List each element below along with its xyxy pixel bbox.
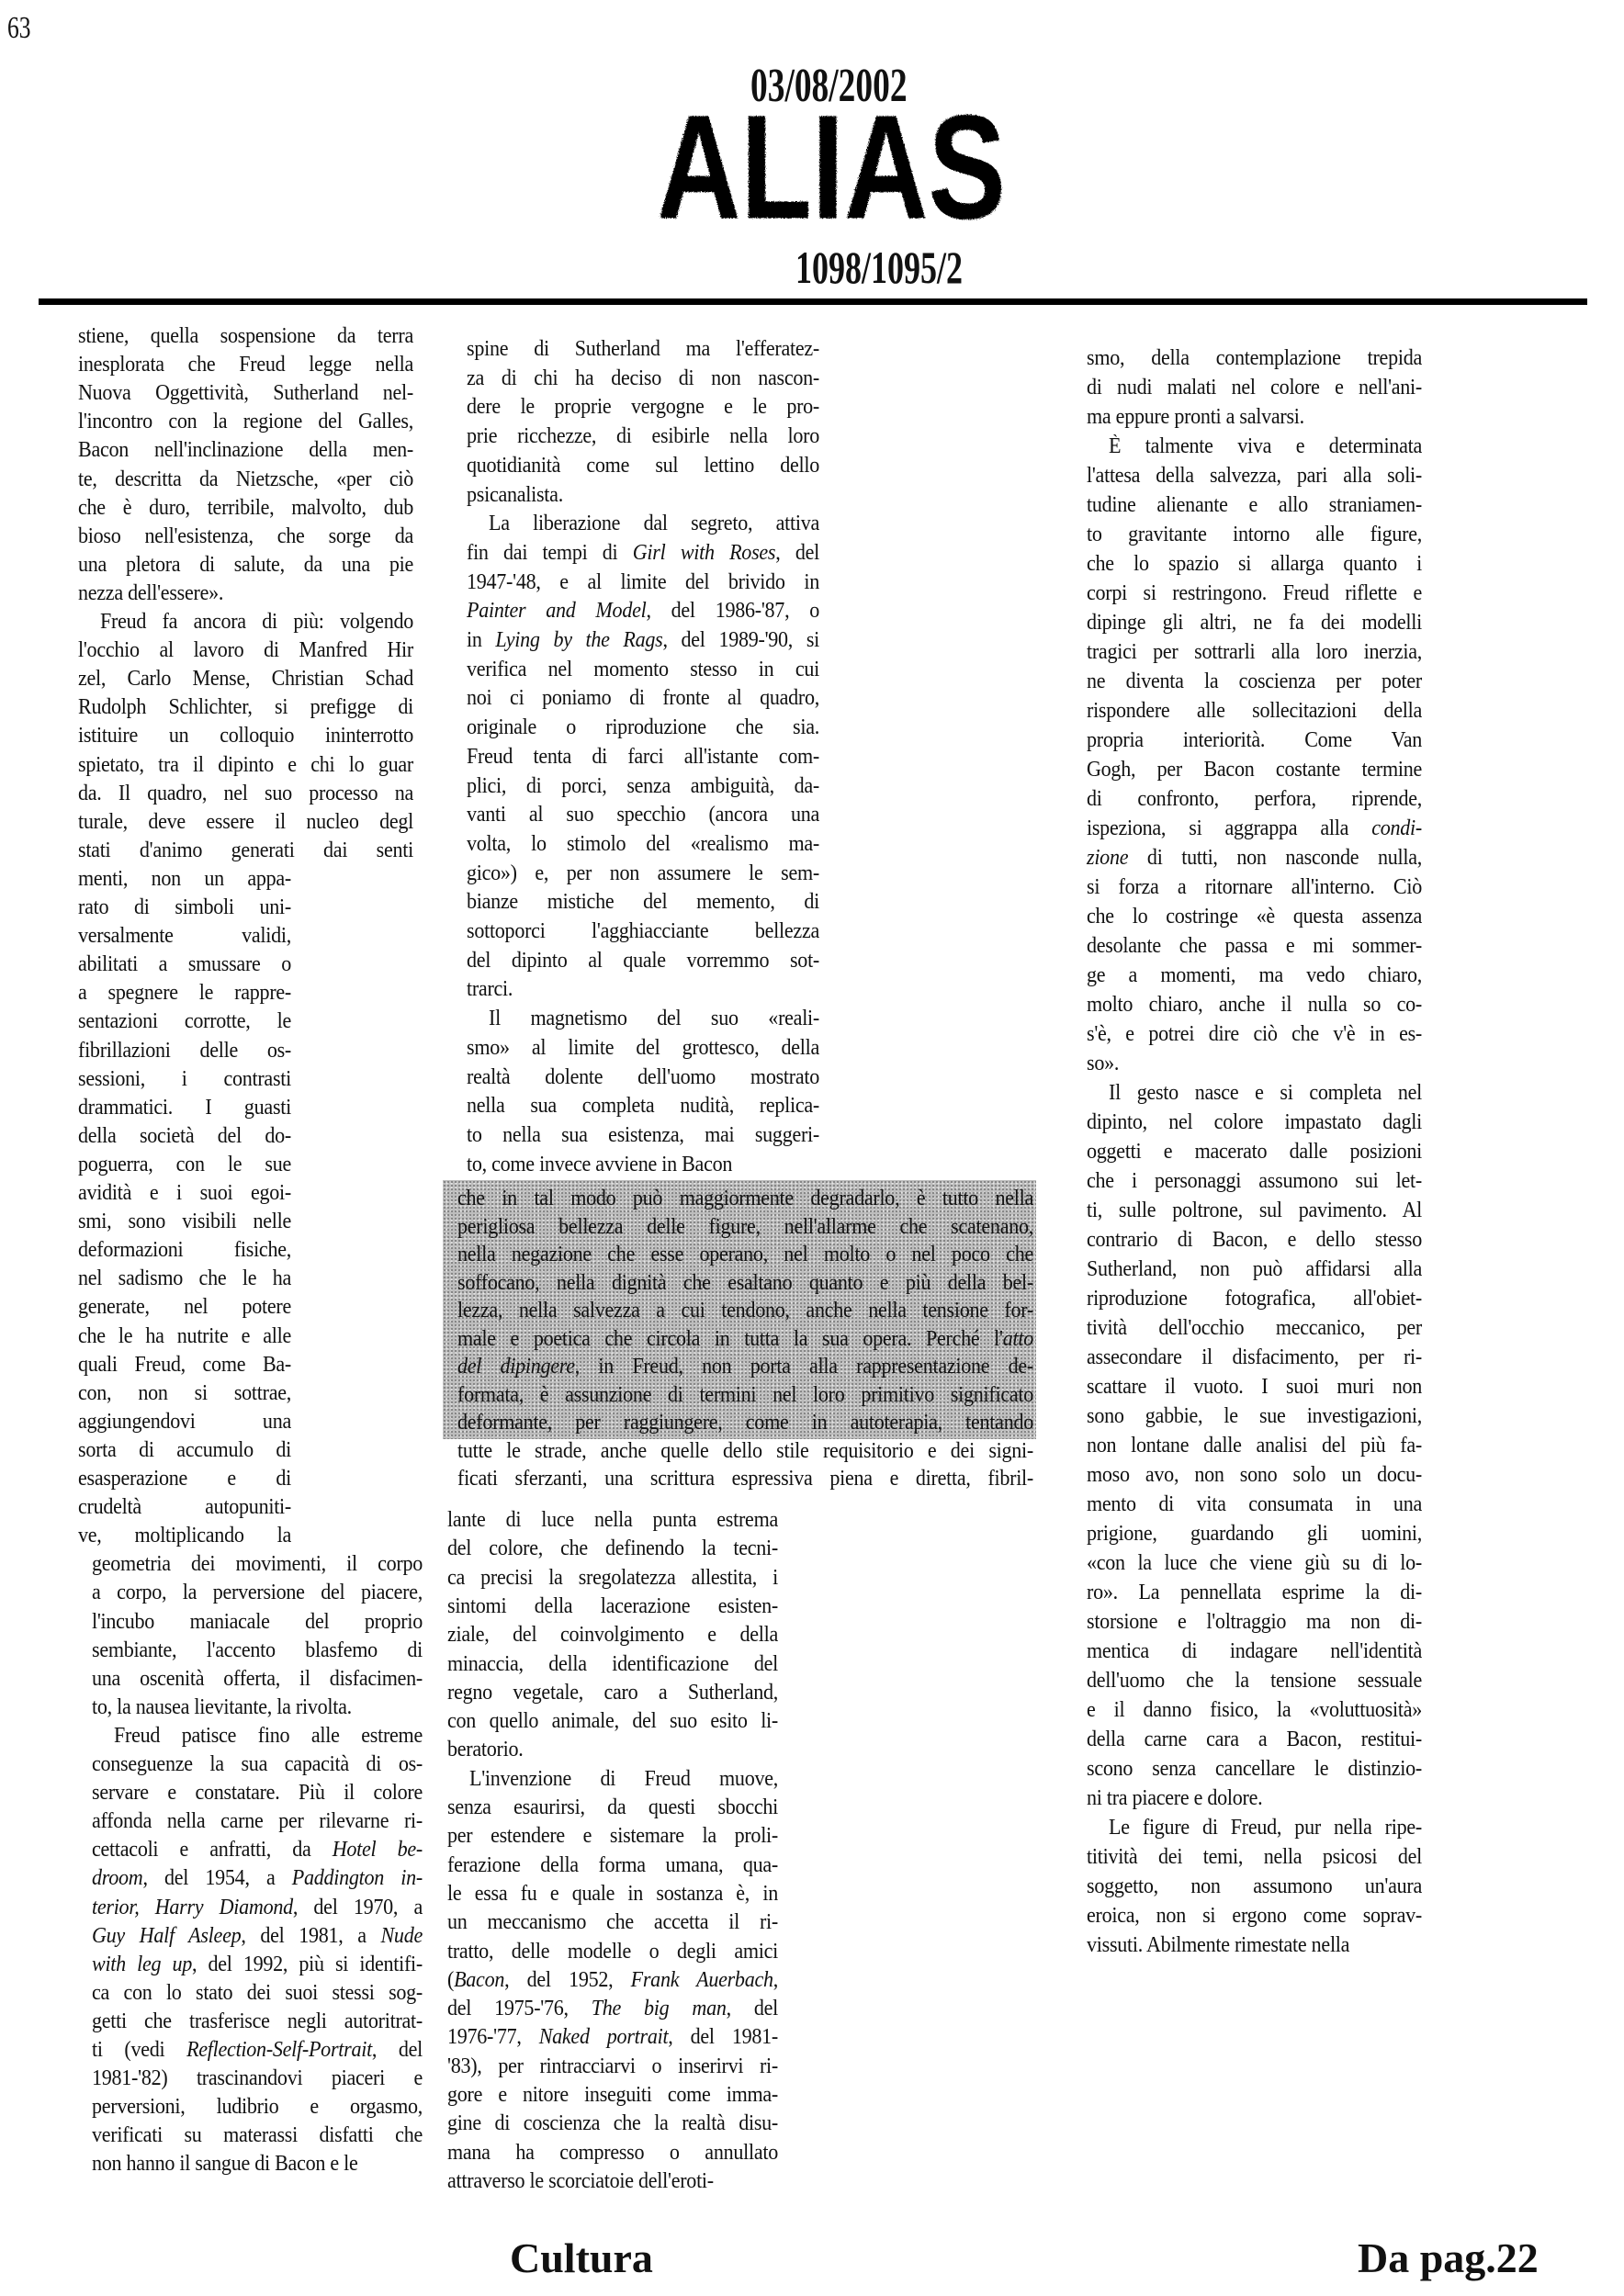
text-line [92,1836,423,1864]
text-line: realtà dolente dell'uomo mostrato [467,1064,819,1089]
text-line: avidità e i suoi egoi- [78,1181,291,1205]
text-line: verificati su materassi disfatti che [92,2123,423,2148]
text-line [457,1325,1033,1354]
text-span: 1976-'77, [447,2025,539,2050]
text-span: , del 1986-'87, o [646,599,819,624]
text-span: , del [371,2038,423,2062]
text-line: dell'uomo che la tensione sessuale [1087,1669,1422,1693]
italic-title: Hotel be- [332,1838,423,1863]
text-line [92,1951,423,1979]
text-line: conseguenze la sua capacità di os- [92,1752,423,1776]
text-line: mento di vita consumata in una [1087,1492,1422,1516]
text-line: Sutherland, non può affidarsi alla [1087,1257,1422,1281]
text-line: bioso nell'esistenza, che sorge da [78,523,413,548]
text-line: prie ricchezze, di esibirle nella loro [467,424,819,449]
text-line: ca precisi la sregolatezza allestita, i [447,1565,778,1590]
text-line: L'invenzione di Freud muove, [469,1766,778,1791]
text-line: deformante, per raggiungere, come in autoterapia, tentando [457,1411,1033,1435]
text-line: perversioni, ludibrio e orgasmo, [92,2095,423,2120]
text-line: che è duro, terribile, malvolto, dub [78,495,413,520]
text-line: sessioni, i contrasti [78,1066,291,1091]
text-span: , del 1970, a [292,1895,423,1919]
text-span: male e poetica che circola in tutta la sua opera. Perché l' [457,1326,1003,1351]
text-line: za di chi ha deciso di non nascon- [467,366,819,390]
text-line: Freud fa ancora di più: volgendo [100,610,413,634]
text-line: che lo costringe «è questa assenza [1087,905,1422,929]
text-line: corpi si restringono. Freud riflette e [1087,581,1422,605]
text-line: gine di coscienza che la realtà disu- [447,2111,778,2136]
text-line: molto chiaro, anche il nulla so co- [1087,993,1422,1017]
text-span: , del [726,1997,779,2021]
text-line: propria interiorità. Come Van [1087,728,1422,752]
text-line: sorta di accumulo di [78,1437,291,1462]
text-line: della carne cara a Bacon, restitui- [1087,1728,1422,1751]
text-line: lante di luce nella punta estrema [447,1508,778,1532]
text-line: dere le proprie vergogne e le pro- [467,395,819,420]
text-line: formata, è assunzione di termini nel loro primitivo significato [457,1382,1033,1407]
text-line: ma eppure pronti a salvarsi. [1087,405,1304,429]
text-line: gore e nitore inseguiti come imma- [447,2083,778,2107]
text-line: spine di Sutherland ma l'efferatez- [467,337,819,361]
text-line: ferazione della forma umana, qua- [447,1852,778,1877]
italic-title: Frank Auerbach [630,1967,773,1992]
text-span: cettacoli e anfratti, da [92,1838,333,1863]
text-span: ispeziona, si aggrappa alla [1087,816,1372,840]
text-line: È talmente viva e determinata [1109,434,1422,458]
text-line: plici, di porci, senza ambiguità, da- [467,773,819,798]
text-span: fin dai tempi di [467,540,633,565]
text-span: , in Freud, non porta alla rappresentazione de- [574,1355,1033,1379]
text-line: 1981-'82) trascinandovi piaceri e [92,2066,423,2091]
text-line: che le ha nutrite e alle [78,1323,291,1348]
text-line: regno vegetale, caro a Sutherland, [447,1680,778,1705]
italic-title: del dipingere [457,1355,575,1379]
text-span: , del 1989-'90, si [662,628,820,652]
text-line [467,626,819,656]
text-line: drammatici. I guasti [78,1095,291,1120]
text-line [92,1864,423,1893]
text-line: minaccia, della identificazione del [447,1651,778,1676]
text-line: quotidianità come sul lettino dello [467,453,819,478]
italic-title: zione [1087,846,1129,870]
text-line: La liberazione dal segreto, attiva [489,512,819,536]
text-line: ti, sulle poltrone, sul pavimento. Al [1087,1199,1422,1222]
text-line: le essa fu e quale in sostanza è, in [447,1881,778,1906]
text-line: a spegnere le rappre- [78,981,291,1006]
text-line: getti che trasferisce negli autoritrat- [92,2009,423,2033]
text-line: di confronto, perfora, riprende, [1087,787,1422,811]
text-line: sintomi della lacerazione esisten- [447,1593,778,1618]
text-line: Nuova Oggettività, Sutherland nel- [78,381,413,406]
text-line: Il magnetismo del suo «reali- [489,1007,819,1031]
text-line: desolante che passa e mi sommer- [1087,934,1422,958]
text-line: ge a momenti, ma vedo chiaro, [1087,963,1422,987]
text-line: nel sadismo che le ha [78,1266,291,1291]
text-line: ne diventa la coscienza per poter [1087,670,1422,693]
text-line: una pletora di salute, da una pie [78,552,413,577]
text-line: bianze mistiche del memento, di [467,890,819,915]
text-line: volta, lo stimolo del «realismo ma- [467,831,819,856]
text-line: istituire un colloquio ininterrotto [78,724,413,748]
italic-title: Naked portrait [538,2025,669,2050]
text-line: to nella sua esistenza, mai suggeri- [467,1122,819,1147]
text-line: fibrillazioni delle os- [78,1038,291,1063]
text-line: prigione, guardando gli uomini, [1087,1522,1422,1546]
text-line: della società del do- [78,1123,291,1148]
text-line: nella sua completa nudità, replica- [467,1094,819,1119]
text-line: Rudolph Schlichter, si prefigge di [78,695,413,720]
text-line: Bacon nell'inclinazione della men- [78,438,413,463]
text-line: sembiante, l'accento blasfemo di [92,1638,423,1662]
text-line: soffocano, nella dignità che esaltano quanto e più della bel- [457,1270,1033,1295]
text-line: versalmente validi, [78,924,291,949]
text-line: inesplorata che Freud legge nella [78,353,413,377]
text-line: che in tal modo può maggiormente degradarlo, è tutto nella [457,1187,1033,1210]
italic-title: Nude [380,1923,423,1948]
italic-title: terior, Harry Diamond [92,1895,293,1919]
text-line: aggiungendovi una [78,1409,291,1434]
text-line [447,1995,778,2023]
italic-title: Reflection-Self-Portrait [186,2038,372,2062]
text-line: e il danno fisico, la «voluttuosità» [1087,1698,1422,1722]
text-line [467,597,819,626]
text-line: zel, Carlo Mense, Christian Schad [78,667,413,692]
text-span: in [467,628,496,652]
text-span: , del 1981- [668,2025,778,2050]
text-line: tratto, delle modelle o degli amici [447,1939,778,1964]
text-line: gico») e, per non assumere le sem- [467,861,819,885]
italic-title: Bacon [454,1967,505,1992]
text-span: , del [775,540,819,565]
text-line: Gogh, per Bacon costante termine [1087,758,1422,782]
text-line: per estendere e sistemare la proli- [447,1824,778,1849]
svg-text:ALIAS: ALIAS [657,101,1006,251]
italic-title: Guy Half Asleep [92,1923,242,1948]
text-line: vissuti. Abilmente rimestate nella [1087,1933,1350,1957]
text-line: '83), per rintracciarvi o inserirvi ri- [447,2054,778,2078]
text-line: senza esaurirsi, da questi sbocchi [447,1795,778,1819]
text-line: perigliosa bellezza delle figure, nell'allarme che scatenano, [457,1214,1033,1239]
footer-section-label: Cultura [510,2234,653,2281]
alias-logo [643,101,1020,253]
text-line: Le figure di Freud, pur nella ripe- [1109,1816,1422,1840]
text-line: beratorio. [447,1738,524,1762]
text-line: un meccanismo che accetta il ri- [447,1910,778,1935]
text-line: oggetti e macerato dalle posizioni [1087,1140,1422,1164]
text-line: ni tra piacere e dolore. [1087,1786,1263,1810]
text-line [92,1894,423,1922]
text-line: stiene, quella sospensione da terra [78,324,413,348]
text-line: crudeltà autopuniti- [78,1495,291,1520]
text-line: non lontane dalle analisi del più fa- [1087,1434,1422,1458]
text-line: ve, moltiplicando la [78,1524,291,1548]
italic-title: The big man [591,1997,727,2021]
text-line: geometria dei movimenti, il corpo [92,1552,423,1577]
text-line: titività dei temi, nella psicosi del [1087,1845,1422,1869]
text-line: nezza dell'essere». [78,580,224,605]
text-span: , [773,1967,778,1992]
text-line: l'attesa della salvezza, pari alla soli- [1087,464,1422,488]
text-line: contrario di Bacon, e dello stesso [1087,1228,1422,1252]
text-line: psicanalista. [467,482,563,507]
text-line: spietato, tra il dipinto e chi lo guar [78,752,413,777]
text-line: stati d'animo generati dai senti [78,838,413,862]
text-span: del 1975-'76, [447,1997,592,2021]
text-line: l'occhio al lavoro di Manfred Hir [78,638,413,663]
text-line: so». [1087,1052,1120,1075]
text-line: attraverso le scorciatoie dell'eroti- [447,2168,714,2193]
text-line: che lo spazio si allarga quanto i [1087,552,1422,576]
text-line: scattare il vuoto. I suoi muri non [1087,1375,1422,1399]
text-line: lezza, nella salvezza a cui tendono, anche nella tensione for- [457,1299,1033,1322]
text-line: tragici per sottrarli alla loro inerzia, [1087,640,1422,664]
text-line: mentica di indagare nell'identità [1087,1639,1422,1663]
text-line: tudine alienante e allo straniamen- [1087,493,1422,517]
text-line: eroica, non si ergono come soprav- [1087,1904,1422,1928]
text-line [457,1353,1033,1381]
issue-date: 03/08/2002 [750,60,908,112]
text-line: mana ha compresso o annullato [447,2140,778,2165]
text-line: scono senza cancellare le distinzio- [1087,1757,1422,1781]
text-line: con, non si sottrae, [78,1380,291,1405]
text-line: affonda nella carne per rilevarne ri- [92,1809,423,1834]
text-line: turale, deve essere il nucleo degl [78,809,413,834]
header-rule [39,298,1587,305]
text-line: assecondare il disfacimento, per ri- [1087,1345,1422,1369]
text-line: rispondere alle sollecitazioni della [1087,699,1422,723]
italic-title: Painter and Model [467,599,647,624]
text-line: 1947-'48, e al limite del brivido in [467,569,819,594]
text-line: abilitati a smussare o [78,952,291,977]
text-line: smo» al limite del grottesco, della [467,1035,819,1060]
text-span: ( [447,1967,455,1992]
text-line: s'è, e potrei dire ciò che v'è in es- [1087,1022,1422,1046]
text-line: quali Freud, come Ba- [78,1352,291,1377]
text-line: ziale, del coinvolgimento e della [447,1623,778,1648]
italic-title: condi- [1371,816,1422,840]
text-line: noi ci poniamo di fronte al quadro, [467,686,819,711]
text-line: che i personaggi assumono sui let- [1087,1169,1422,1193]
text-line: tività dell'occhio meccanico, per [1087,1316,1422,1340]
text-line: dipinge gli altri, ne fa dei modelli [1087,611,1422,635]
text-line: Freud tenta di farci all'istante com- [467,744,819,769]
text-line: menti, non un appa- [78,866,291,891]
text-line [1087,814,1422,843]
footer-continued-from: Da pag.22 [1358,2234,1539,2281]
text-line: smo, della contemplazione trepida [1087,346,1422,370]
text-line: con quello animale, del suo esito li- [447,1709,778,1734]
text-span: ti (vedi [92,2038,187,2062]
text-line: ficati sferzanti, una scrittura espressiva piena e diretta, fibril- [457,1467,1033,1491]
text-line: Il gesto nasce e si completa nel [1109,1081,1422,1105]
text-line: rato di simboli uni- [78,895,291,919]
text-line: tutte le strade, anche quelle dello stile requisitorio e dei signi- [457,1438,1033,1463]
issue-number: 1098/1095/2 [795,242,964,293]
text-line: dipinto, nel colore impastato dagli [1087,1110,1422,1134]
text-span: , del 1981, a [241,1923,381,1948]
text-line: esasperazione e di [78,1467,291,1491]
text-line: moso avo, non sono solo un docu- [1087,1463,1422,1487]
page-number: 63 [7,11,31,45]
text-line: ca con lo stato dei suoi stessi sog- [92,1980,423,2005]
text-line: te, descritta da Nietzsche, «per ciò [78,467,413,491]
text-line [447,1966,778,1995]
text-line: to, come invece avviene in Bacon [467,1152,733,1176]
text-line: generate, nel potere [78,1295,291,1320]
text-line: l'incontro con la regione del Galles, [78,410,413,434]
text-line: del colore, che definendo la tecni- [447,1536,778,1561]
text-line: sono gabbie, le sue investigazioni, [1087,1404,1422,1428]
text-line: trarci. [467,977,513,1002]
text-line: vanti al suo specchio (ancora una [467,803,819,827]
italic-title: Girl with Roses [632,540,776,565]
text-line: smi, sono visibili nelle [78,1210,291,1234]
text-line: storsione e l'oltraggio ma non di- [1087,1610,1422,1634]
text-line: non hanno il sangue di Bacon e le [92,2152,358,2177]
text-span: , del 1954, a [142,1866,292,1891]
text-line [467,539,819,568]
text-line [92,2036,423,2065]
italic-title: atto [1002,1326,1033,1351]
text-line: sentazioni corrotte, le [78,1009,291,1034]
italic-title: with leg up [92,1952,193,1976]
text-line: a corpo, la perversione del piacere, [92,1581,423,1605]
text-line: verifica nel momento stesso in cui [467,657,819,681]
text-line [447,2023,778,2052]
text-line: originale o riproduzione che sia. [467,715,819,740]
text-line: to gravitante intorno alle figure, [1087,523,1422,546]
text-span: , del 1992, più si identifi- [192,1952,423,1976]
text-line: nella negazione che esse operano, nel molto o nel poco che [457,1243,1033,1266]
text-line: to, la nausea lievitante, la rivolta. [92,1694,352,1719]
text-line: da. Il quadro, nel suo processo na [78,781,413,805]
text-span: di tutti, non nasconde nulla, [1128,846,1422,870]
text-line: «con la luce che viene giù su di lo- [1087,1551,1422,1575]
text-line: di nudi malati nel colore e nell'ani- [1087,376,1422,400]
italic-title: Lying by the Rags [495,628,663,652]
text-line: servare e constatare. Più il colore [92,1781,423,1806]
text-line: soggetto, non assumono un'aura [1087,1874,1422,1898]
italic-title: droom [92,1866,143,1891]
text-line [92,1922,423,1951]
text-line: deformazioni fisiche, [78,1238,291,1263]
text-line: del dipinto al quale vorremmo sot- [467,948,819,973]
text-line: una oscenità offerta, il disfacimen- [92,1666,423,1691]
text-line: sottoporci l'agghiacciante bellezza [467,919,819,943]
text-line: poguerra, con le sue [78,1152,291,1176]
text-line: l'incubo maniacale del proprio [92,1609,423,1634]
text-line: riproduzione fotografica, all'obiet- [1087,1287,1422,1311]
text-line [1087,843,1422,872]
text-line: Freud patisce fino alle estreme [114,1723,423,1748]
italic-title: Paddington in- [291,1866,423,1891]
text-line: ro». La pennellata esprime la di- [1087,1581,1422,1604]
text-span: , del 1952, [504,1967,631,1992]
text-line: si forza a ritornare all'interno. Ciò [1087,875,1422,899]
